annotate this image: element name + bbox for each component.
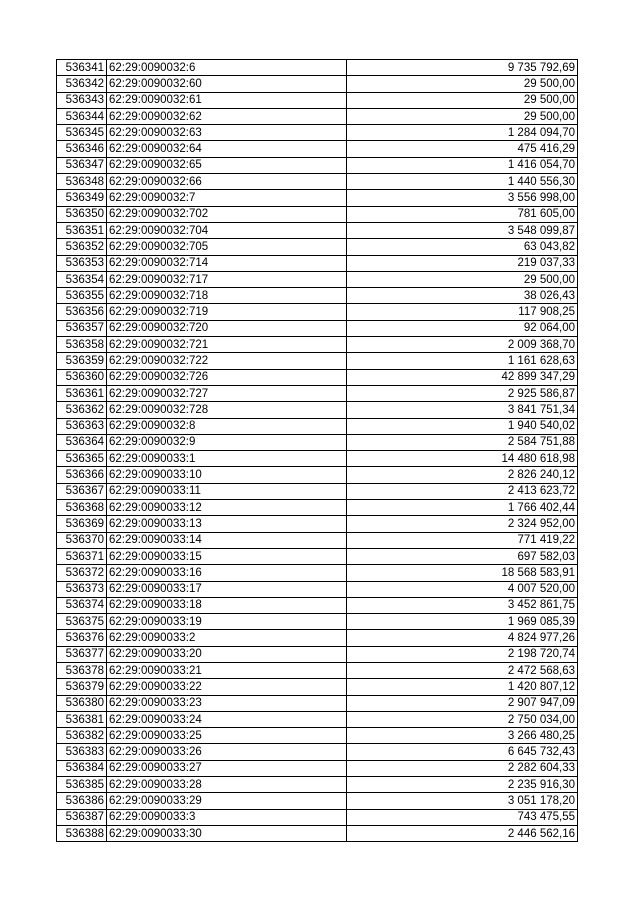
table-row (57, 614, 578, 630)
table-row (57, 337, 578, 353)
table-row (57, 369, 578, 385)
cadastral-value-cell: 3 266 480,25 (347, 728, 578, 744)
cadastral-value-cell: 6 645 732,43 (347, 744, 578, 760)
cadastral-value-cell: 2 907 947,09 (347, 695, 578, 711)
cadastral-number-cell: 62:29:0090033:13 (107, 516, 347, 532)
cadastral-number-cell: 62:29:0090032:65 (107, 157, 347, 173)
row-number-cell: 536366 (57, 467, 107, 483)
cadastral-number-cell: 62:29:0090032:714 (107, 255, 347, 271)
row-number-cell: 536386 (57, 793, 107, 809)
row-number-cell: 536385 (57, 777, 107, 793)
cadastral-value-cell: 1 969 085,39 (347, 614, 578, 630)
cadastral-value-cell: 2 413 623,72 (347, 483, 578, 499)
table-row (57, 418, 578, 434)
cadastral-value-cell: 4 007 520,00 (347, 581, 578, 597)
cadastral-value-cell: 3 548 099,87 (347, 222, 578, 238)
cadastral-number-cell: 62:29:0090033:17 (107, 581, 347, 597)
row-number-cell: 536348 (57, 174, 107, 190)
table-row (57, 825, 578, 841)
table-row (57, 141, 578, 157)
cadastral-value-cell: 3 051 178,20 (347, 793, 578, 809)
cadastral-number-cell: 62:29:0090032:727 (107, 385, 347, 401)
table-row (57, 565, 578, 581)
cadastral-number-cell: 62:29:0090033:26 (107, 744, 347, 760)
cadastral-value-cell: 2 009 368,70 (347, 337, 578, 353)
row-number-cell: 536352 (57, 239, 107, 255)
row-number-cell: 536371 (57, 548, 107, 564)
cadastral-number-cell: 62:29:0090033:22 (107, 679, 347, 695)
cadastral-number-cell: 62:29:0090033:24 (107, 711, 347, 727)
table-row (57, 581, 578, 597)
table-row (57, 662, 578, 678)
table-row (57, 320, 578, 336)
cadastral-number-cell: 62:29:0090032:720 (107, 320, 347, 336)
table-row (57, 190, 578, 206)
cadastral-value-cell: 1 940 540,02 (347, 418, 578, 434)
table-row (57, 222, 578, 238)
row-number-cell: 536351 (57, 222, 107, 238)
table-row (57, 206, 578, 222)
cadastral-number-cell: 62:29:0090033:25 (107, 728, 347, 744)
cadastral-value-cell: 29 500,00 (347, 92, 578, 108)
cadastral-number-cell: 62:29:0090032:61 (107, 92, 347, 108)
cadastral-number-cell: 62:29:0090033:27 (107, 760, 347, 776)
row-number-cell: 536378 (57, 662, 107, 678)
row-number-cell: 536373 (57, 581, 107, 597)
cadastral-value-cell: 2 324 952,00 (347, 516, 578, 532)
table-row (57, 108, 578, 124)
cadastral-value-cell: 2 826 240,12 (347, 467, 578, 483)
table-row (57, 597, 578, 613)
cadastral-value-cell: 781 605,00 (347, 206, 578, 222)
table-row (57, 500, 578, 516)
row-number-cell: 536350 (57, 206, 107, 222)
table-row (57, 630, 578, 646)
cadastral-number-cell: 62:29:0090033:20 (107, 646, 347, 662)
cadastral-value-cell: 29 500,00 (347, 76, 578, 92)
table-row (57, 467, 578, 483)
cadastral-number-cell: 62:29:0090032:60 (107, 76, 347, 92)
table-row (57, 60, 578, 76)
cadastral-number-cell: 62:29:0090033:15 (107, 548, 347, 564)
cadastral-value-cell: 1 440 556,30 (347, 174, 578, 190)
cadastral-number-cell: 62:29:0090032:728 (107, 402, 347, 418)
cadastral-value-cell: 1 161 628,63 (347, 353, 578, 369)
cadastral-number-cell: 62:29:0090033:30 (107, 825, 347, 841)
cadastral-value-cell: 3 841 751,34 (347, 402, 578, 418)
row-number-cell: 536356 (57, 304, 107, 320)
cadastral-value-cell: 4 824 977,26 (347, 630, 578, 646)
row-number-cell: 536347 (57, 157, 107, 173)
table-row (57, 76, 578, 92)
row-number-cell: 536353 (57, 255, 107, 271)
cadastral-number-cell: 62:29:0090033:2 (107, 630, 347, 646)
table-row (57, 809, 578, 825)
cadastral-value-cell: 1 416 054,70 (347, 157, 578, 173)
row-number-cell: 536342 (57, 76, 107, 92)
table-row (57, 239, 578, 255)
row-number-cell: 536383 (57, 744, 107, 760)
table-row (57, 548, 578, 564)
row-number-cell: 536387 (57, 809, 107, 825)
cadastral-value-cell: 2 750 034,00 (347, 711, 578, 727)
table-row (57, 174, 578, 190)
cadastral-number-cell: 62:29:0090032:721 (107, 337, 347, 353)
table-row (57, 288, 578, 304)
row-number-cell: 536346 (57, 141, 107, 157)
row-number-cell: 536360 (57, 369, 107, 385)
cadastral-number-cell: 62:29:0090033:28 (107, 777, 347, 793)
row-number-cell: 536374 (57, 597, 107, 613)
row-number-cell: 536363 (57, 418, 107, 434)
row-number-cell: 536354 (57, 271, 107, 287)
row-number-cell: 536370 (57, 532, 107, 548)
row-number-cell: 536367 (57, 483, 107, 499)
table-row (57, 793, 578, 809)
cadastral-number-cell: 62:29:0090032:719 (107, 304, 347, 320)
table-row (57, 532, 578, 548)
row-number-cell: 536379 (57, 679, 107, 695)
table-row (57, 646, 578, 662)
cadastral-value-cell: 9 735 792,69 (347, 60, 578, 76)
cadastral-number-cell: 62:29:0090032:726 (107, 369, 347, 385)
cadastral-value-cell: 29 500,00 (347, 271, 578, 287)
row-number-cell: 536376 (57, 630, 107, 646)
table-row (57, 353, 578, 369)
row-number-cell: 536349 (57, 190, 107, 206)
row-number-cell: 536361 (57, 385, 107, 401)
cadastral-value-table (56, 59, 578, 842)
cadastral-value-cell: 2 584 751,88 (347, 434, 578, 450)
row-number-cell: 536380 (57, 695, 107, 711)
row-number-cell: 536355 (57, 288, 107, 304)
cadastral-value-cell: 38 026,43 (347, 288, 578, 304)
cadastral-value-cell: 117 908,25 (347, 304, 578, 320)
cadastral-value-cell: 63 043,82 (347, 239, 578, 255)
cadastral-number-cell: 62:29:0090032:9 (107, 434, 347, 450)
table-row (57, 402, 578, 418)
row-number-cell: 536372 (57, 565, 107, 581)
cadastral-number-cell: 62:29:0090033:18 (107, 597, 347, 613)
cadastral-number-cell: 62:29:0090033:19 (107, 614, 347, 630)
table-row (57, 483, 578, 499)
cadastral-value-cell: 219 037,33 (347, 255, 578, 271)
cadastral-number-cell: 62:29:0090033:10 (107, 467, 347, 483)
cadastral-number-cell: 62:29:0090032:8 (107, 418, 347, 434)
row-number-cell: 536357 (57, 320, 107, 336)
cadastral-number-cell: 62:29:0090032:717 (107, 271, 347, 287)
cadastral-value-cell: 29 500,00 (347, 108, 578, 124)
row-number-cell: 536382 (57, 728, 107, 744)
table-row (57, 385, 578, 401)
cadastral-number-cell: 62:29:0090033:11 (107, 483, 347, 499)
cadastral-number-cell: 62:29:0090033:1 (107, 451, 347, 467)
cadastral-value-cell: 743 475,55 (347, 809, 578, 825)
row-number-cell: 536368 (57, 500, 107, 516)
cadastral-value-cell: 42 899 347,29 (347, 369, 578, 385)
cadastral-number-cell: 62:29:0090033:14 (107, 532, 347, 548)
row-number-cell: 536377 (57, 646, 107, 662)
cadastral-number-cell: 62:29:0090032:62 (107, 108, 347, 124)
cadastral-value-cell: 2 446 562,16 (347, 825, 578, 841)
table-row (57, 760, 578, 776)
cadastral-value-cell: 3 452 861,75 (347, 597, 578, 613)
row-number-cell: 536365 (57, 451, 107, 467)
cadastral-number-cell: 62:29:0090033:3 (107, 809, 347, 825)
cadastral-number-cell: 62:29:0090033:16 (107, 565, 347, 581)
row-number-cell: 536369 (57, 516, 107, 532)
cadastral-number-cell: 62:29:0090033:29 (107, 793, 347, 809)
cadastral-value-cell: 1 284 094,70 (347, 125, 578, 141)
cadastral-number-cell: 62:29:0090032:704 (107, 222, 347, 238)
table-row (57, 157, 578, 173)
row-number-cell: 536388 (57, 825, 107, 841)
row-number-cell: 536381 (57, 711, 107, 727)
cadastral-value-cell: 697 582,03 (347, 548, 578, 564)
table-row (57, 451, 578, 467)
cadastral-number-cell: 62:29:0090033:23 (107, 695, 347, 711)
cadastral-number-cell: 62:29:0090033:21 (107, 662, 347, 678)
cadastral-number-cell: 62:29:0090032:64 (107, 141, 347, 157)
cadastral-value-cell: 3 556 998,00 (347, 190, 578, 206)
cadastral-number-cell: 62:29:0090032:7 (107, 190, 347, 206)
table-body (57, 60, 578, 842)
table-row (57, 92, 578, 108)
table-row (57, 695, 578, 711)
table-row (57, 434, 578, 450)
cadastral-value-cell: 2 282 604,33 (347, 760, 578, 776)
cadastral-value-cell: 18 568 583,91 (347, 565, 578, 581)
table-row (57, 125, 578, 141)
row-number-cell: 536384 (57, 760, 107, 776)
cadastral-value-cell: 2 198 720,74 (347, 646, 578, 662)
table-row (57, 744, 578, 760)
cadastral-value-cell: 92 064,00 (347, 320, 578, 336)
row-number-cell: 536359 (57, 353, 107, 369)
table-row (57, 711, 578, 727)
row-number-cell: 536375 (57, 614, 107, 630)
row-number-cell: 536345 (57, 125, 107, 141)
table-row (57, 679, 578, 695)
table-row (57, 304, 578, 320)
cadastral-value-cell: 2 925 586,87 (347, 385, 578, 401)
table-row (57, 255, 578, 271)
row-number-cell: 536344 (57, 108, 107, 124)
row-number-cell: 536341 (57, 60, 107, 76)
row-number-cell: 536343 (57, 92, 107, 108)
table-row (57, 271, 578, 287)
row-number-cell: 536364 (57, 434, 107, 450)
cadastral-number-cell: 62:29:0090033:12 (107, 500, 347, 516)
cadastral-number-cell: 62:29:0090032:66 (107, 174, 347, 190)
table-row (57, 777, 578, 793)
cadastral-number-cell: 62:29:0090032:722 (107, 353, 347, 369)
cadastral-value-cell: 2 472 568,63 (347, 662, 578, 678)
table-row (57, 516, 578, 532)
cadastral-number-cell: 62:29:0090032:718 (107, 288, 347, 304)
cadastral-value-cell: 771 419,22 (347, 532, 578, 548)
cadastral-value-cell: 14 480 618,98 (347, 451, 578, 467)
row-number-cell: 536358 (57, 337, 107, 353)
table-row (57, 728, 578, 744)
cadastral-value-cell: 475 416,29 (347, 141, 578, 157)
cadastral-value-cell: 1 420 807,12 (347, 679, 578, 695)
cadastral-number-cell: 62:29:0090032:6 (107, 60, 347, 76)
row-number-cell: 536362 (57, 402, 107, 418)
cadastral-number-cell: 62:29:0090032:63 (107, 125, 347, 141)
cadastral-value-cell: 2 235 916,30 (347, 777, 578, 793)
cadastral-value-cell: 1 766 402,44 (347, 500, 578, 516)
cadastral-number-cell: 62:29:0090032:705 (107, 239, 347, 255)
cadastral-number-cell: 62:29:0090032:702 (107, 206, 347, 222)
